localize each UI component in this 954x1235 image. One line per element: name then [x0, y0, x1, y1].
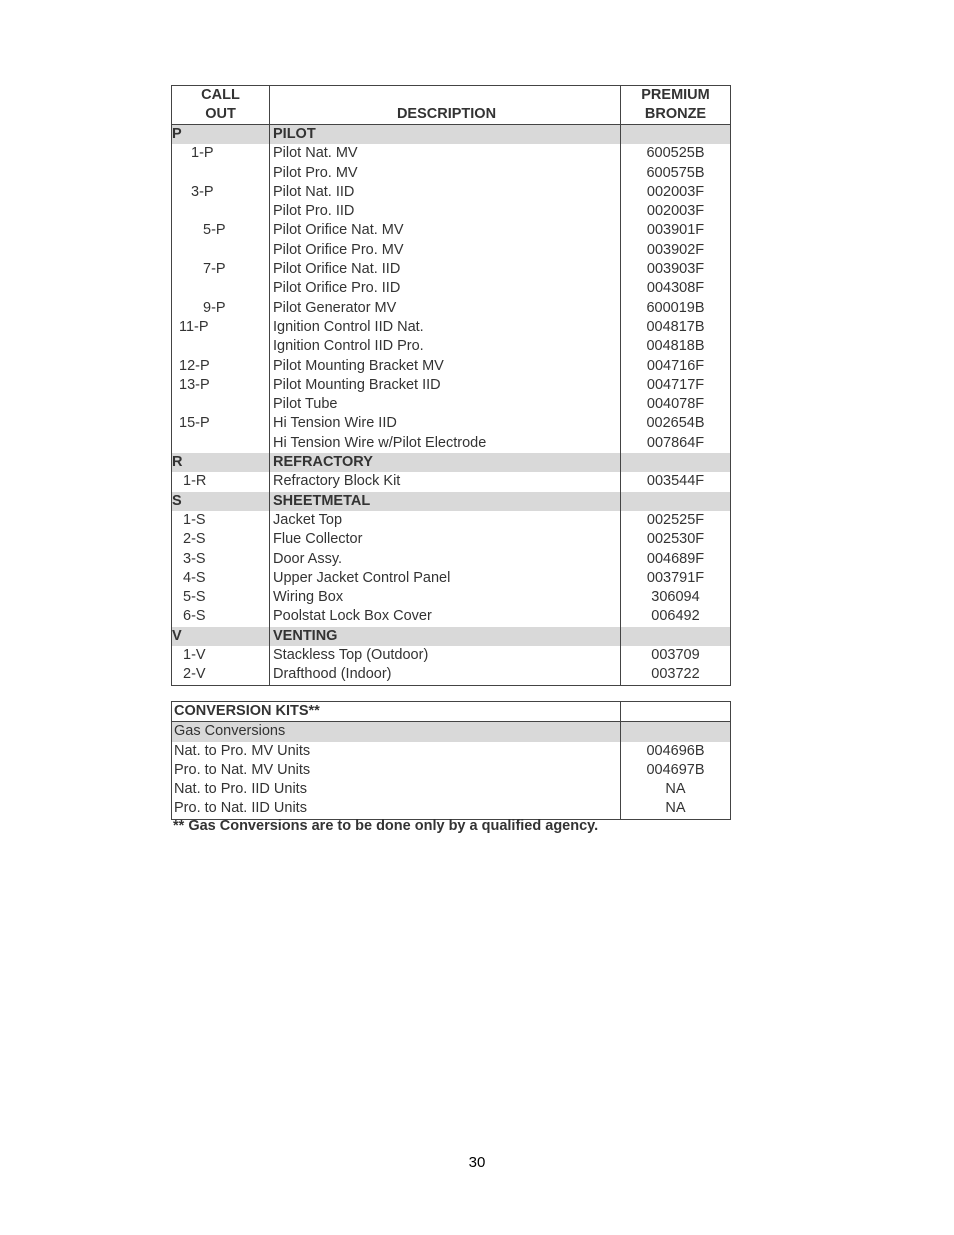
table-row [172, 183, 731, 202]
callout-cell: 11-P [179, 318, 209, 335]
description-cell: Ignition Control IID Pro. [270, 337, 621, 356]
part-number-cell: 004078F [621, 395, 731, 414]
description-cell: Ignition Control IID Nat. [270, 318, 621, 337]
callout-cell [172, 434, 270, 453]
table-row [172, 395, 731, 414]
kit-description-cell: Nat. to Pro. MV Units [174, 742, 311, 759]
conversion-kits-header [172, 702, 731, 722]
description-cell: Flue Collector [270, 530, 621, 549]
part-number-cell: 004308F [621, 279, 731, 298]
section-code: R [172, 453, 270, 472]
table-row [172, 357, 731, 376]
description-cell: Pilot Mounting Bracket IID [270, 376, 621, 395]
section-code: V [172, 627, 270, 646]
part-number-cell: 600525B [621, 144, 731, 163]
table-row [172, 665, 731, 685]
kit-part-number-cell: 004696B [621, 742, 731, 761]
kit-part-number-cell: 004697B [621, 761, 731, 780]
kit-description-cell: Nat. to Pro. IID Units [174, 781, 307, 798]
table-row [172, 607, 731, 626]
callout-cell [172, 337, 270, 356]
callout-cell: 3-P [191, 183, 214, 200]
part-number-cell: 306094 [621, 588, 731, 607]
part-number-cell: 600019B [621, 299, 731, 318]
kit-part-number-cell: NA [621, 780, 731, 799]
table-row [172, 337, 731, 356]
table-row [172, 530, 731, 549]
part-number-cell: 002003F [621, 202, 731, 221]
description-cell: Pilot Nat. IID [270, 183, 621, 202]
table-row [172, 799, 731, 819]
description-cell: Pilot Orifice Pro. IID [270, 279, 621, 298]
part-number-cell: 003903F [621, 260, 731, 279]
section-header-row [172, 492, 731, 511]
conversion-kits-table [171, 701, 731, 820]
part-number-cell: 003722 [621, 665, 731, 685]
part-number-cell: 002525F [621, 511, 731, 530]
part-number-cell: 003791F [621, 569, 731, 588]
table-row [172, 202, 731, 221]
part-number-cell: 003902F [621, 241, 731, 260]
gas-conversions-subheading: Gas Conversions [172, 722, 621, 742]
table-row [172, 511, 731, 530]
callout-cell: 1-P [191, 145, 214, 162]
section-header-row [172, 125, 731, 145]
table-row [172, 550, 731, 569]
part-number-cell: 002654B [621, 414, 731, 433]
gas-conversions-subheading-blank [621, 722, 731, 742]
description-cell: Refractory Block Kit [270, 472, 621, 491]
table-row [172, 279, 731, 298]
part-number-cell: 007864F [621, 434, 731, 453]
table-row [172, 569, 731, 588]
section-title: VENTING [270, 627, 621, 646]
description-cell: Pilot Orifice Nat. IID [270, 260, 621, 279]
section-code: S [172, 492, 270, 511]
section-part-blank [621, 125, 731, 145]
section-title: SHEETMETAL [270, 492, 621, 511]
table-row [172, 761, 731, 780]
callout-cell [172, 202, 270, 221]
parts-table-header [172, 86, 731, 125]
callout-cell: 9-P [203, 299, 226, 316]
parts-table [171, 85, 731, 686]
kit-description-cell: Pro. to Nat. MV Units [174, 761, 311, 778]
callout-cell: 4-S [183, 569, 206, 586]
callout-cell: 7-P [203, 261, 226, 278]
table-row [172, 318, 731, 337]
callout-cell [172, 241, 270, 260]
table-row [172, 742, 731, 761]
description-cell: Hi Tension Wire IID [270, 414, 621, 433]
table-row [172, 260, 731, 279]
section-header-row [172, 627, 731, 646]
part-number-cell: 006492 [621, 607, 731, 626]
callout-cell [172, 395, 270, 414]
section-title: REFRACTORY [270, 453, 621, 472]
callout-header: CALL OUT [172, 86, 270, 125]
callout-cell: 12-P [179, 357, 210, 374]
description-cell: Door Assy. [270, 550, 621, 569]
description-cell: Upper Jacket Control Panel [270, 569, 621, 588]
gas-conversions-subheading-row [172, 722, 731, 742]
description-cell: Wiring Box [270, 588, 621, 607]
part-number-cell: 600575B [621, 164, 731, 183]
kit-part-number-cell: NA [621, 799, 731, 819]
table-row [172, 144, 731, 163]
callout-cell: 2-V [183, 666, 206, 683]
callout-cell: 6-S [183, 608, 206, 625]
table-row [172, 164, 731, 183]
callout-cell: 1-R [183, 473, 207, 490]
section-part-blank [621, 627, 731, 646]
callout-cell [172, 279, 270, 298]
part-number-cell: 003901F [621, 221, 731, 240]
callout-cell: 1-V [183, 647, 206, 664]
part-number-cell: 003544F [621, 472, 731, 491]
part-number-cell: 004818B [621, 337, 731, 356]
description-cell: Pilot Pro. IID [270, 202, 621, 221]
table-row [172, 376, 731, 395]
section-header-row [172, 453, 731, 472]
part-number-cell: 004817B [621, 318, 731, 337]
conversion-kits-title: CONVERSION KITS** [172, 702, 621, 722]
page-number: 30 [468, 1154, 486, 1171]
description-cell: Pilot Pro. MV [270, 164, 621, 183]
kit-description-cell: Pro. to Nat. IID Units [174, 800, 307, 817]
description-cell: Poolstat Lock Box Cover [270, 607, 621, 626]
description-cell: Hi Tension Wire w/Pilot Electrode [270, 434, 621, 453]
callout-cell: 13-P [179, 376, 210, 393]
description-cell: Pilot Mounting Bracket MV [270, 357, 621, 376]
section-part-blank [621, 492, 731, 511]
conversion-note: ** Gas Conversions are to be done only by a qualified agency. [173, 818, 599, 834]
part-number-cell: 002003F [621, 183, 731, 202]
description-cell: Pilot Nat. MV [270, 144, 621, 163]
description-cell: Pilot Tube [270, 395, 621, 414]
callout-cell: 1-S [183, 511, 206, 528]
description-cell: Pilot Orifice Pro. MV [270, 241, 621, 260]
description-cell: Pilot Generator MV [270, 299, 621, 318]
part-number-cell: 004689F [621, 550, 731, 569]
callout-cell: 5-P [203, 222, 226, 239]
table-row [172, 588, 731, 607]
table-row [172, 414, 731, 433]
callout-cell: 2-S [183, 531, 206, 548]
description-cell: Drafthood (Indoor) [270, 665, 621, 685]
table-row [172, 299, 731, 318]
callout-cell: 5-S [183, 589, 206, 606]
part-number-cell: 004717F [621, 376, 731, 395]
part-number-cell: 003709 [621, 646, 731, 665]
table-row [172, 780, 731, 799]
part-number-cell: 002530F [621, 530, 731, 549]
callout-cell: 3-S [183, 550, 206, 567]
conversion-kits-header-blank [621, 702, 731, 722]
description-cell: Pilot Orifice Nat. MV [270, 221, 621, 240]
table-row [172, 646, 731, 665]
table-row [172, 472, 731, 491]
callout-cell [172, 164, 270, 183]
callout-cell: 15-P [179, 415, 210, 432]
part-number-header: PREMIUM BRONZE [621, 86, 731, 125]
section-part-blank [621, 453, 731, 472]
table-row [172, 221, 731, 240]
part-number-cell: 004716F [621, 357, 731, 376]
description-cell: Stackless Top (Outdoor) [270, 646, 621, 665]
table-row [172, 241, 731, 260]
description-header: DESCRIPTION [270, 86, 621, 125]
section-code: P [172, 125, 270, 145]
section-title: PILOT [270, 125, 621, 145]
description-cell: Jacket Top [270, 511, 621, 530]
table-row [172, 434, 731, 453]
